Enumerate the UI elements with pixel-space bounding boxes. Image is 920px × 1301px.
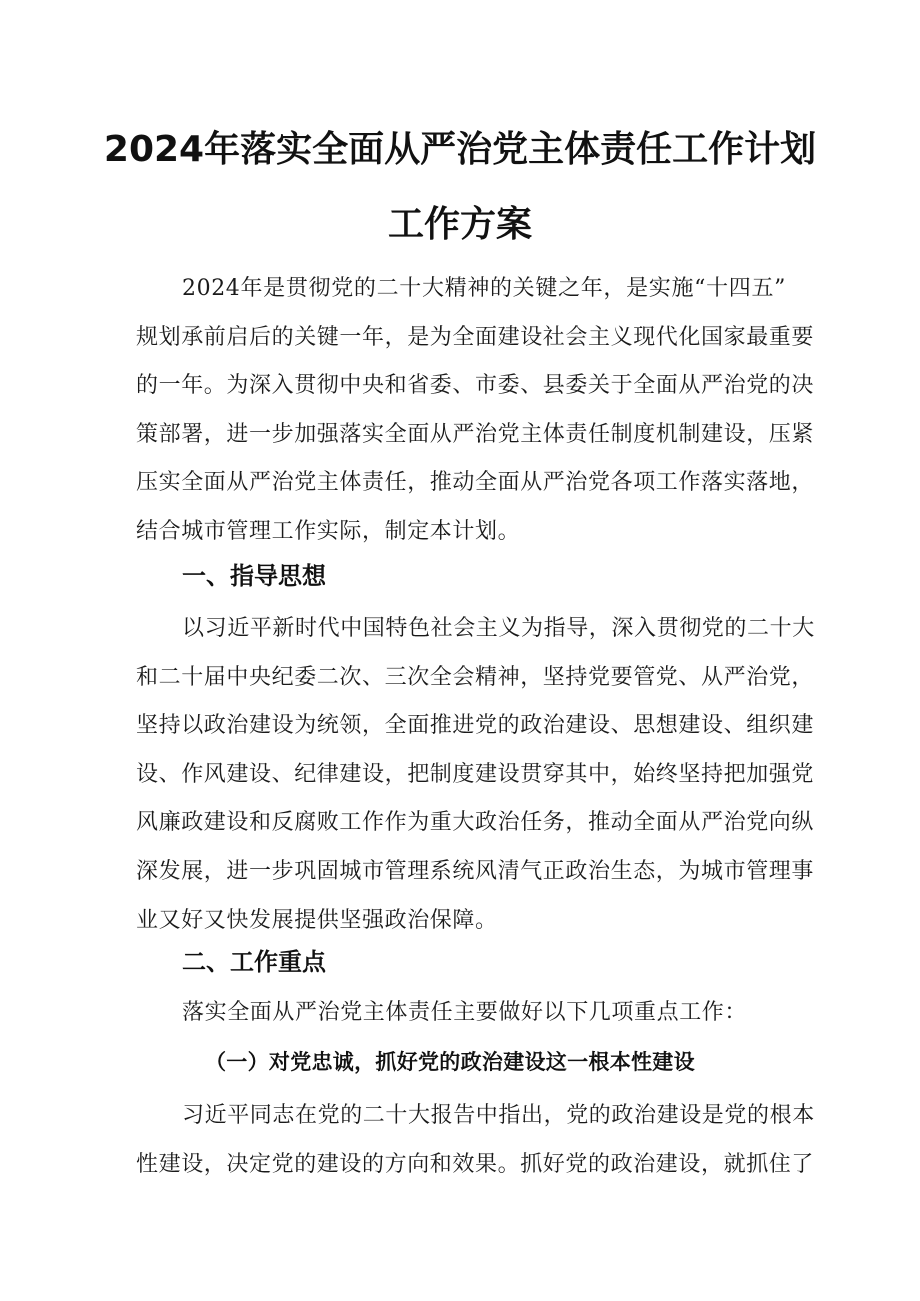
paragraph-line: 和二十届中央纪委二次、三次全会精神，坚持党要管党、从严治党， (136, 664, 815, 690)
guiding-ideology-paragraph (136, 605, 815, 945)
subsection-heading-political-building: （一）对党忠诚，抓好党的政治建设这一根本性建设 (205, 1050, 695, 1074)
paragraph-line: 压实全面从严治党主体责任，推动全面从严治党各项工作落实落地， (136, 470, 815, 496)
paragraph-line: 规划承前启后的关键一年，是为全面建设社会主义现代化国家最重要 (136, 324, 815, 350)
paragraph-line: 风廉政建设和反腐败工作作为重大政治任务，推动全面从严治党向纵 (136, 810, 815, 836)
paragraph-line: 落实全面从严治党主体责任主要做好以下几项重点工作： (182, 1000, 748, 1025)
work-focus-intro-paragraph (136, 989, 786, 1038)
paragraph-line: 深发展，进一步巩固城市管理系统风清气正政治生态，为城市管理事 (136, 858, 815, 884)
document-title-line-2: 工作方案 (387, 204, 532, 245)
paragraph-line: 以习近平新时代中国特色社会主义为指导，深入贯彻党的二十大 (182, 616, 815, 641)
intro-paragraph (136, 265, 815, 557)
section-heading-work-focus: 二、工作重点 (182, 948, 326, 976)
political-building-paragraph (136, 1092, 815, 1189)
paragraph-line: 2024年是贯彻党的二十大精神的关键之年，是实施“十四五” (182, 276, 786, 301)
section-heading-guiding-ideology: 一、指导思想 (182, 562, 326, 590)
paragraph-line: 设、作风建设、纪律建设，把制度建设贯穿其中，始终坚持把加强党 (136, 761, 815, 787)
paragraph-line: 策部署，进一步加强落实全面从严治党主体责任制度机制建设，压紧 (136, 421, 815, 447)
paragraph-line: 业又好又快发展提供坚强政治保障。 (136, 907, 498, 933)
paragraph-line: 性建设，决定党的建设的方向和效果。抓好党的政治建设，就抓住了 (136, 1151, 815, 1177)
paragraph-line: 结合城市管理工作实际，制定本计划。 (136, 518, 521, 544)
paragraph-line: 坚持以政治建设为统领，全面推进党的政治建设、思想建设、组织建 (136, 713, 815, 739)
document-title-line-1: 2024年落实全面从严治党主体责任工作计划 (103, 129, 817, 170)
paragraph-line: 的一年。为深入贯彻中央和省委、市委、县委关于全面从严治党的决 (136, 373, 815, 399)
paragraph-line: 习近平同志在党的二十大报告中指出，党的政治建设是党的根本 (182, 1103, 815, 1128)
